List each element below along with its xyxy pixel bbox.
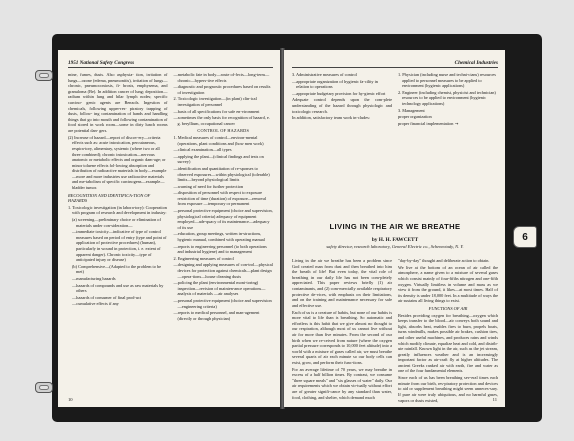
resource-item: 1. Physician (including nurse and techni-cians) resources applied to personnel measures to be applied to environment (hygienic applications) — [398, 72, 496, 89]
metabolic-item: —diagnostic and prognostic procedures based on results of investigation — [173, 84, 271, 95]
right-page — [284, 50, 505, 407]
control-item: —warning of need for further protection — [173, 183, 244, 189]
left-page — [58, 50, 281, 407]
page-number-left: 10 — [68, 397, 73, 402]
functions-of-air-heading: FUNCTIONS OF AIR — [428, 305, 468, 311]
control-item: —reports to medical personnel, and man-agement (directly or through physician) — [173, 310, 260, 321]
sub-item: —hazards of consumer of final prod-uct — [72, 294, 142, 300]
page-number-right: 11 — [492, 397, 497, 402]
left-columns — [68, 72, 273, 322]
section-heading-recognition: RECOGNITION AND IDENTIFICA-TION OF HAZARDS — [68, 192, 151, 204]
hazard-item-2: (2) Increase of hazard—report of discov-ery—criteria effects such as: acute intoxication, percutaneous, respira-tory, alimentary, systemic (where two or all three combined); chronic intoxication—nervous anatomic or metabolic effects and organic dam-age; or minor toluene effects fol-lowing absorption and distribution of radioactive materials in body—example—more and more industries use radioactive materials and me-tabolism of specific carcinogens—example—bladder tumor. — [68, 134, 167, 191]
team-resources — [398, 72, 498, 127]
section-heading-control: CONTROL OF HAZARDS — [197, 128, 250, 134]
admin-item: 3. Administrative measures of control — [292, 72, 357, 77]
arrow-right-icon: → — [453, 121, 459, 127]
metabolic-item: —basis of all specifications for safe en-vironment — [173, 108, 260, 114]
sub-item: —manufacturing hazards — [72, 275, 116, 281]
article-paragraph: Since each of us has been breathing sev-eral times each minute from our birth, res-piratory protection and devices to aid or supplement breathing might seem unneces-sary. If pure air were truly ubiquitous, and no harmful gases, vapors or dusts existed, — [398, 375, 498, 403]
control-items — [174, 135, 274, 321]
metabolic-items — [174, 72, 274, 126]
control-item: —disposition of personnel with respect to exposure restriction of time (duration) of exposure—removal from exposure —temporary or permanent — [173, 190, 267, 207]
resource-item: 3. Management — [398, 107, 425, 113]
control-item: —personal protective equipment (choice and supervision, physiological criteria) adequacy of equipment employed—ade-quacy of its maintenance—adequacy of its use — [173, 208, 273, 230]
resource-item: proper organization — [398, 114, 432, 120]
article-paragraph: Each of us is a creature of habits, but none of our habits is more vital to life than is breathing. So automatic and effortless is this habit that we give almost no thought to our respiration, although most of us cannot live without air for more than five minutes. From the second of our birth when we re-ceived from nature (where the oxygen partial pressure corresponds to 10,000 feet altitude) into a world with a mixture of gases called air, we must breathe several quarts of air each minute so our body cells can exist, grow, and perform their func-tions. — [292, 309, 392, 365]
admin-measures — [292, 72, 392, 96]
metabolic-item: —metabolic fate in body—route of-fects—long-term—chronic—hypers-tive effects — [173, 72, 270, 83]
index-tab[interactable]: 6 — [513, 226, 537, 248]
control-item: 2. Engineering measures of control — [173, 255, 234, 261]
article-paragraph: We live at the bottom of an ocean of air called the atmosphere, a name given to a mixture of several gases which consist mainly of four-fifths nitrogen and one-fifth oxygen. Virtually limitless in volume and mass as we view it from the ground, it likes—at most times. Half of its density is under 18,000 feet. In a multitude of ways the air sustains all living things to exist. — [398, 264, 498, 304]
left-running-head: 1951 National Safety Congress — [68, 60, 273, 68]
control-item: 1. Medical measures of control—environ-mental (operations, plant conditions and (how men work) — [173, 134, 264, 146]
article-col-2-bottom — [398, 313, 498, 404]
control-item: —designing and applying measures of con-trol—physical devices for protection against chemicals—plant design—opera-tions—house cleaning dusts — [173, 262, 273, 279]
article-paragraph: Living in the air we breathe has been a problem since God created man from dust and then breathed into him the breath of life! But even today, the vital role of breathing in our daily life has not been com-pletely appreciated. This paper reviews briefly (1) air contaminants, and (2) com-mercially available respiratory protective de-vices, with emphasis on their limitations, and on the training and maintenance necessary for safe and effective use. — [292, 258, 392, 308]
control-item: —clinical examination—all types — [173, 147, 232, 153]
intro-text: mine, fumes, dusts. Also asphyxia- tion, irritation of lungs—ozone (edema, pneumonitis), irritation of lungs—chronic, pneumoconiosis, fi- brosis, emphysema, and granuloma (Be). In addition cancer of lung; deposition—radium within lung and hilar lymph nodes; specific carcino- genic agents are Benzols. Ingestion of chemicals, following upper-res- piratory trapping of dusts, follow- ing contamination of hands and handling things that go into mouth and following contamination of food stored in work room—some in dirty lunch rooms are potential dan- gers. — [68, 72, 168, 133]
right-running-head: Chemical Industries — [292, 60, 498, 68]
control-item: —identification and quantitation of re-sponses to observed exposures—within physiological (tolerable) limits—beyond physiological limits — [173, 165, 270, 183]
control-item: —reports to engineering personnel (to both operations and industrial hygiene) and to management — [173, 243, 267, 255]
metabolic-item: 2. Toxicologic investigation—(in plant) clin-ical investigation of personnel — [173, 96, 257, 107]
right-top-col-2 — [398, 72, 498, 200]
binder-clip — [35, 70, 53, 81]
intro-paragraph — [68, 72, 168, 134]
binder-clip — [35, 382, 53, 393]
resource-item: proper financial implementation → — [398, 120, 459, 127]
article-paragraph: For an average lifetime of 70 years, we may breathe in excess of a half billion times. By contrast, we consume "three square meals" and "six glasses of water" daily. Our air requirements which we obtain vir-tually without effort are of greater signifi-cance by any standard than water, food, clothing, and shelter, which demand much — [292, 366, 392, 400]
sub-item: —cumulative effects if any — [72, 301, 119, 307]
resource-item: 2. Engineer (including chemist, physicist and technician) resources to be applied to environment (hygienic technology applications) — [398, 89, 496, 106]
article-paragraph: Besides providing oxygen for breathing—oxygen which keeps transfer to the blood—air conveys both sound and light, absorbs heat, enables fires to burn, propels boats, turns windmills, makes possible air brakes, cushion tires, and other useful machines, and produces rains and winds which modify climate, equalize heat and cold, and distrib-ute rainfall. Known light in the air, such as the jet stream, greatly influences weather and is an increasingly important factor as air-craft fly at higher altitudes. The ancient Greeks ranked air with earth, fire and water as one of the four fundamental elements. — [398, 312, 498, 374]
left-col-2 — [174, 72, 274, 322]
article-affiliation: safety director, research laboratory, General Electric co., Schenectady, N. Y. — [326, 244, 464, 249]
right-top-col-1 — [292, 72, 392, 200]
article-col-2-top — [398, 258, 498, 304]
article-columns — [292, 258, 498, 404]
control-item: —personal protective equipment (choice and supervision—engineering criteria) — [173, 297, 272, 309]
article-title: LIVING IN THE AIR WE BREATHE — [329, 222, 461, 231]
sub-item: —immediate toxicity—indicative of type of control measures based on period of entry (type and point of application of protective procedures) (human), particularly in wound in protection, i. e. extent of apparent danger). Chronic toxicity—type of anticipated injury or disease) — [72, 229, 167, 263]
sub-item: —hazards of compounds and use as raw materials by others — [72, 282, 164, 294]
left-col-1 — [68, 72, 168, 322]
admin-item: —appropriate organization of hygienic fa-cility in relation to operations — [292, 78, 378, 90]
sub-item: (a) screening—preliminary choice or elimination of materials under con-sideration— — [72, 217, 161, 228]
adequate-control-paragraph: Adequate control depends upon the com-plete understanding of the hazard through physiologic and toxicologic research. — [292, 97, 392, 114]
sub-item: (b) Comprehensive—(Adapted to the problem to be met) — [72, 263, 162, 275]
article-author: by H. H. FAWCETT — [371, 237, 419, 243]
control-item: —education, group meetings, written in-structions, hygienic manual, combined with operating manual — [173, 231, 265, 243]
admin-item: —appropriate budgetary provision for hy-gienic effort — [292, 90, 386, 96]
article-col-2 — [398, 258, 498, 404]
control-item: —policing the plant (environmental moni-toring) inspection—revision of mainten-ance operations—analysis of materials —air analyses — [173, 280, 266, 297]
right-top-section — [292, 72, 498, 200]
team-work-paragraph: In addition, satisfactory team work in-cludes: — [292, 115, 371, 121]
article-col-1 — [292, 258, 392, 404]
metabolic-item: —sometimes the only basis for recognition of hazard, e. g. beryllium, occupational cancer — [173, 115, 270, 126]
article-paragraph: "day-by-day" thought and deliberate action to obtain. — [398, 258, 490, 263]
sub-items — [68, 217, 168, 307]
toxicologic-item-1: 1. Toxicologic investigation (in labora-tory): Cooperation with program of research and development in industry: — [68, 204, 167, 216]
control-item: —applying the plant—(clinical findings and tests on survey) — [173, 153, 264, 165]
